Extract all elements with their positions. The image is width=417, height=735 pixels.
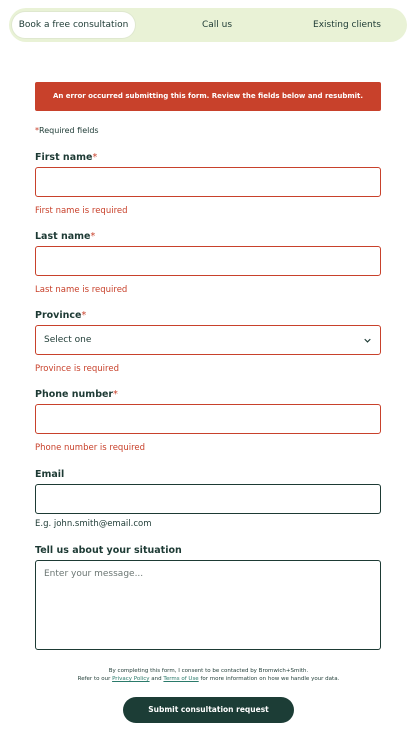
last-name-input[interactable] <box>35 246 381 276</box>
form-error-banner: An error occurred submitting this form. Review the fields below and resubmit. <box>35 82 381 111</box>
first-name-label-text: First name <box>35 152 93 163</box>
consent-refer-text: Refer to our <box>77 676 113 682</box>
tab-existing-clients[interactable]: Existing clients <box>313 20 381 30</box>
email-hint: E.g. john.smith@email.com <box>35 519 152 529</box>
terms-of-use-link[interactable]: Terms of Use <box>163 676 199 682</box>
privacy-policy-link[interactable]: Privacy Policy <box>112 676 150 682</box>
phone-label-text: Phone number <box>35 389 114 400</box>
last-name-error: Last name is required <box>35 285 128 295</box>
email-label-text: Email <box>35 469 65 480</box>
consent-line-2 <box>20 675 397 683</box>
consent-and-text: and <box>149 676 164 682</box>
last-name-label-text: Last name <box>35 231 91 242</box>
consultation-tabs <box>9 8 407 42</box>
required-asterisk: * <box>81 310 87 321</box>
first-name-label <box>35 152 97 163</box>
required-asterisk: * <box>35 126 39 135</box>
submit-consultation-button[interactable]: Submit consultation request <box>123 697 294 723</box>
first-name-input[interactable] <box>35 167 381 197</box>
consent-line-1: By completing this form, I consent to be contacted by Bromwich+Smith. <box>108 668 309 674</box>
tab-book-consultation[interactable]: Book a free consultation <box>12 12 135 38</box>
required-asterisk: * <box>92 152 98 163</box>
situation-label <box>35 545 182 556</box>
consent-end-text: for more information on how we handle your data. <box>198 676 340 682</box>
phone-input[interactable] <box>35 404 381 434</box>
phone-error: Phone number is required <box>35 443 146 453</box>
province-label-text: Province <box>35 310 82 321</box>
last-name-label <box>35 231 95 242</box>
email-label <box>35 469 64 480</box>
consent-text <box>20 667 397 683</box>
first-name-error: First name is required <box>35 206 128 216</box>
situation-textarea[interactable] <box>35 560 381 650</box>
required-fields-note <box>35 126 99 135</box>
phone-label <box>35 389 118 400</box>
province-error: Province is required <box>35 364 119 374</box>
province-selected-value: Select one <box>44 335 92 345</box>
required-asterisk: * <box>90 231 96 242</box>
province-select[interactable] <box>35 325 381 355</box>
required-asterisk: * <box>113 389 118 400</box>
tab-call-us[interactable]: Call us <box>201 20 233 30</box>
required-fields-text: Required fields <box>39 126 99 135</box>
chevron-down-icon <box>364 337 371 344</box>
situation-label-text: Tell us about your situation <box>35 545 182 556</box>
province-label <box>35 310 86 321</box>
email-input[interactable] <box>35 484 381 514</box>
